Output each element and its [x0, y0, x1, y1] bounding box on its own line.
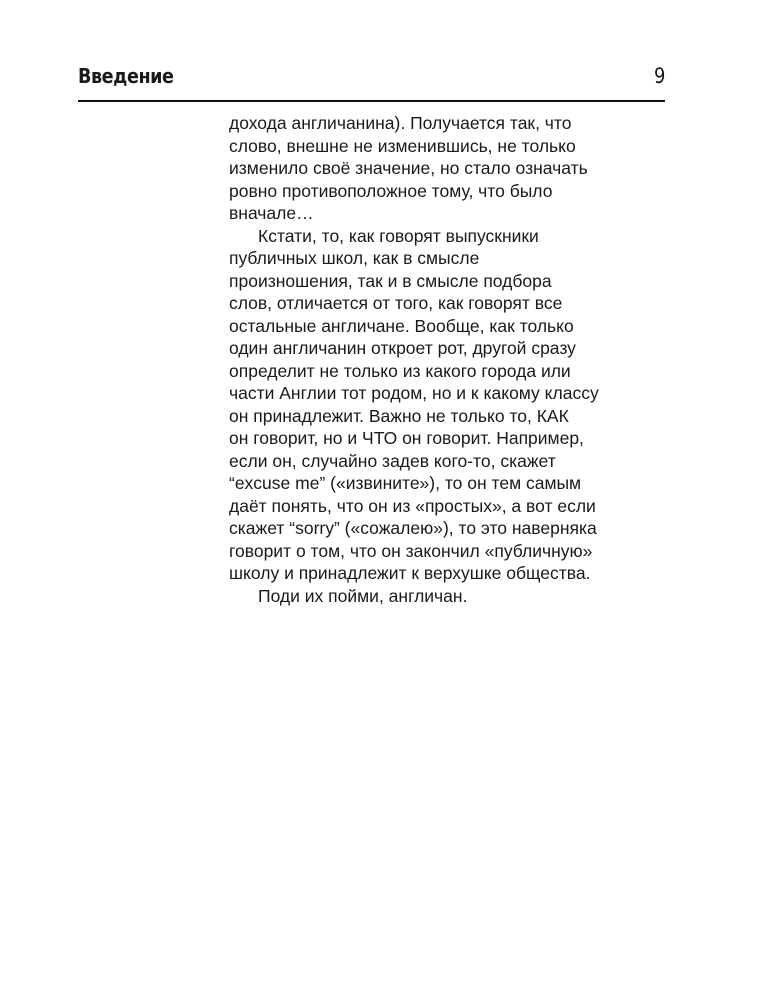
page-number: 9 — [653, 64, 665, 88]
text-line: дохода англичанина). Получается так, что — [229, 113, 572, 133]
text-line: слов, отличается от того, как говорят все — [229, 293, 563, 313]
text-line: вначале… — [229, 203, 314, 223]
text-line: части Англии тот родом, но и к какому классу — [229, 383, 599, 403]
running-head — [78, 64, 665, 92]
section-title: Введение — [78, 64, 174, 88]
text-line: ровно противоположное тому, что было — [229, 180, 553, 201]
text-line: если он, случайно задев кого-то, скажет — [229, 450, 556, 471]
text-line: даёт понять, что он из «простых», а вот если — [229, 495, 596, 516]
header-rule — [78, 100, 665, 102]
text-line: он говорит, но и ЧТО он говорит. Например, — [229, 428, 584, 448]
text-line: определит не только из какого города или — [229, 360, 571, 381]
text-line: “excuse me” («извините»), то он тем самым — [229, 473, 582, 493]
text-line: публичных школ, как в смысле — [229, 248, 480, 268]
paragraph — [229, 112, 621, 225]
text-line: школу и принадлежит к верхушке общества. — [229, 563, 591, 583]
text-line: слово, внешне не изменившись, не только — [229, 135, 576, 156]
paragraph — [229, 225, 621, 585]
body-text — [229, 112, 621, 607]
text-line: Поди их пойми, англичан. — [258, 585, 468, 606]
text-line: он принадлежит. Важно не только то, КАК — [229, 405, 569, 426]
text-line: говорит о том, что он закончил «публичную» — [229, 540, 593, 561]
text-line: один англичанин откроет рот, другой сразу — [229, 338, 576, 358]
paragraph — [229, 585, 621, 608]
text-line: остальные англичане. Вообще, как только — [229, 315, 574, 336]
text-line: скажет “sorry” («сожалею»), то это наверняка — [229, 518, 597, 538]
text-line: изменило своё значение, но стало означать — [229, 158, 588, 178]
text-line: Кстати, то, как говорят выпускники — [258, 225, 539, 246]
text-line: произношения, так и в смысле подбора — [229, 270, 552, 291]
